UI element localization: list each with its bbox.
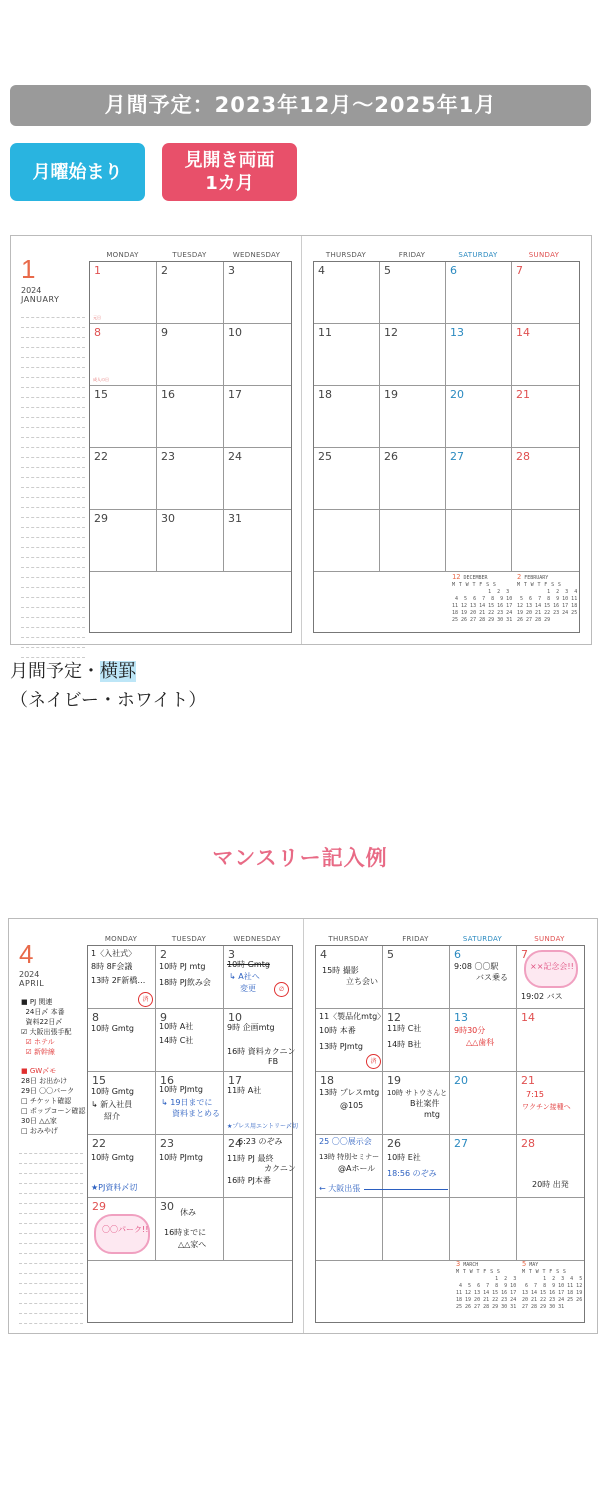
note: 11時 C社 [387, 1024, 422, 1033]
day-head-wednesday: WEDNESDAY [233, 935, 281, 943]
holiday-label: 元日 [93, 315, 101, 320]
day-head-tuesday: TUESDAY [171, 935, 207, 943]
note: 紹介 [104, 1112, 120, 1121]
date-cell: 28 [516, 450, 530, 463]
date-cell: 4 [318, 264, 325, 277]
mini-calendar-prev: 12 DECEMBER M T W T F S S 1 2 3 4 5 6 7 8 9 10 11 12 13 14 15 16 17 18 19 20 21 22 23 24 25 26 27 28 29 30 31 [452, 573, 513, 623]
mini-calendar-prev: 3 MARCH M T W T F S S 1 2 3 4 5 6 7 8 9 10 11 12 13 14 15 16 17 18 19 20 21 22 23 24 25 26 27 28 29 30 31 [456, 1260, 517, 1310]
side-notes-gw: ■ GW〆モ 28日 お出かけ 29日 〇〇パーク □ チケット確認 □ ポップコーン確認 30日 △△家 □ おみやげ [21, 1067, 86, 1135]
note: @105 [340, 1101, 364, 1110]
date-cell: 18 [320, 1074, 334, 1087]
holiday-label: 成人の日 [93, 377, 109, 382]
note: B社案件 [410, 1099, 440, 1108]
note: 19:02 バス [521, 992, 563, 1001]
date-cell: 9 [161, 326, 168, 339]
date-cell: 24 [228, 450, 242, 463]
date-cell: 2 [161, 264, 168, 277]
date-cell: 31 [228, 512, 242, 525]
date-cell: 22 [92, 1137, 106, 1150]
note: 1〈入社式〉 [91, 949, 137, 958]
note: 10時 E社 [387, 1153, 421, 1162]
day-head-friday: FRIDAY [402, 935, 429, 943]
date-cell: 19 [384, 388, 398, 401]
note: ワクチン接種へ [522, 1103, 571, 1111]
note: 13時 PJmtg [319, 1042, 363, 1051]
side-lines [21, 308, 85, 658]
day-head-wednesday: WEDNESDAY [232, 251, 281, 259]
date-cell: 6 [454, 948, 461, 961]
calendar-grid-right [313, 261, 580, 633]
note: 11〈製品化mtg〉 [319, 1012, 386, 1021]
month-name: APRIL [19, 979, 45, 988]
note: 休み [180, 1208, 196, 1217]
date-cell: 14 [516, 326, 530, 339]
date-cell: 15 [92, 1074, 106, 1087]
date-cell: 3 [228, 264, 235, 277]
day-head-thursday: THURSDAY [328, 935, 369, 943]
date-cell: 23 [161, 450, 175, 463]
note: 10時 A社 [159, 1022, 194, 1031]
date-cell: 21 [516, 388, 530, 401]
date-cell: 30 [160, 1200, 174, 1213]
date-cell: 4 [320, 948, 327, 961]
spread-tag: 見開き両面 1カ月 [162, 143, 297, 201]
date-cell: 7 [521, 948, 528, 961]
date-cell: 22 [94, 450, 108, 463]
date-cell: 8 [92, 1011, 99, 1024]
calendar-grid-left [89, 261, 292, 633]
date-cell: 1 [94, 264, 101, 277]
date-cell: 26 [387, 1137, 401, 1150]
day-head-saturday: SATURDAY [458, 251, 498, 259]
day-head-sunday: SUNDAY [528, 251, 560, 259]
note: 〇〇パーク!! [102, 1225, 149, 1234]
note: 6:23 のぞみ [238, 1137, 283, 1146]
date-cell: 13 [450, 326, 464, 339]
note: ★プレス用エントリー〆切 [227, 1123, 298, 1130]
note: 10時 本番 [319, 1026, 356, 1035]
note: 9時 企画mtg [227, 1023, 275, 1032]
note: 10時 PJmtg [159, 1085, 203, 1094]
day-head-thursday: THURSDAY [325, 251, 367, 259]
monday-start-tag: 月曜始まり [10, 143, 145, 201]
date-cell: 29 [94, 512, 108, 525]
date-cell: 6 [450, 264, 457, 277]
date-cell: 20 [450, 388, 464, 401]
date-cell: 26 [384, 450, 398, 463]
note: 13時 特別セミナー [319, 1153, 380, 1161]
date-cell: 8 [94, 326, 101, 339]
note: 7:15 [526, 1090, 544, 1099]
note: 10時 PJmtg [159, 1153, 203, 1162]
note: ↳ A社へ [229, 972, 260, 981]
note: ↳ 19日までに [161, 1098, 213, 1107]
date-cell: 5 [387, 948, 394, 961]
date-cell: 12 [384, 326, 398, 339]
note: @Aホール [338, 1164, 376, 1173]
date-cell: 16 [161, 388, 175, 401]
note: FB [268, 1057, 279, 1066]
stamp-icon: 済 [366, 1054, 381, 1069]
note: バス乗る [476, 973, 508, 982]
date-cell: 11 [318, 326, 332, 339]
mini-calendar-next: 2 FEBRUARY M T W T F S S 1 2 3 4 5 6 7 8 9 10 11 12 13 14 15 16 17 18 19 20 21 22 23 24 25 26 27 28 29 [517, 573, 578, 623]
range-banner: 月間予定：2023年12月～2025年1月 [10, 85, 591, 126]
note: mtg [424, 1110, 441, 1119]
note: 13時 2F新橋… [91, 976, 146, 985]
day-head-tuesday: TUESDAY [172, 251, 207, 259]
date-cell: 16 [160, 1074, 174, 1087]
date-cell: 28 [521, 1137, 535, 1150]
date-cell: 27 [450, 450, 464, 463]
month-name: JANUARY [21, 295, 60, 304]
trip-arrow [364, 1189, 448, 1190]
day-head-monday: MONDAY [106, 251, 139, 259]
date-cell: 15 [94, 388, 108, 401]
date-cell: 27 [454, 1137, 468, 1150]
note: 10時 Gmtg [91, 1087, 134, 1096]
note: 14時 C社 [159, 1036, 194, 1045]
left-page [9, 919, 304, 1333]
date-cell: 2 [160, 948, 167, 961]
day-head-monday: MONDAY [104, 935, 138, 943]
date-cell: 24 [228, 1137, 242, 1150]
note: 変更 [240, 984, 256, 993]
date-cell: 19 [387, 1074, 401, 1087]
note: 16時までに [164, 1228, 207, 1237]
month-number: 1 [21, 254, 36, 284]
month-year: 2024 [21, 286, 42, 295]
side-lines [19, 1144, 83, 1324]
note: 10時 Gmtg [91, 1153, 134, 1162]
date-cell: 21 [521, 1074, 535, 1087]
day-head-friday: FRIDAY [398, 251, 426, 259]
right-page [301, 236, 591, 644]
side-notes-pj: ■ PJ 関連 24日〆 本番 資料22日〆 ☑ 大阪出張手配 ☑ ホテル ☑ 新幹線 [21, 998, 72, 1056]
note: 立ち会い [346, 977, 378, 986]
note: ★PJ資料〆切 [91, 1183, 138, 1192]
note: 13時 プレスmtg [319, 1088, 380, 1097]
date-cell: 13 [454, 1011, 468, 1024]
date-cell: 20 [454, 1074, 468, 1087]
note: 11時 A社 [227, 1086, 262, 1095]
planner-blank [10, 235, 592, 645]
note: 14時 B社 [387, 1040, 422, 1049]
stamp-icon: 済 [138, 992, 153, 1007]
note: 9:08 〇〇駅 [454, 962, 499, 971]
date-cell: 17 [228, 388, 242, 401]
date-cell: 7 [516, 264, 523, 277]
note: 18時 PJ飲み会 [159, 978, 211, 987]
right-page [303, 919, 597, 1333]
note: 15時 撮影 [322, 966, 359, 975]
date-cell: 10 [228, 326, 242, 339]
note: 資料まとめる [172, 1109, 220, 1118]
note: 11時 PJ 最終 [227, 1154, 274, 1163]
date-cell: 5 [384, 264, 391, 277]
calendar-grid-left [87, 945, 298, 1323]
note: 25 〇〇展示会 [319, 1137, 372, 1146]
date-cell: 12 [387, 1011, 401, 1024]
month-year: 2024 [19, 970, 40, 979]
note: カクニン [264, 1164, 296, 1173]
example-title: マンスリー記入例 [212, 846, 388, 870]
month-number: 4 [19, 939, 34, 969]
stamp-icon: ∅ [274, 982, 289, 997]
note: 16時 資料カクニン [227, 1047, 296, 1056]
note: 10時 サトウさんと [387, 1089, 448, 1097]
date-cell: 10 [228, 1011, 242, 1024]
caption: 月間予定・横罫 （ネイビー・ホワイト） [10, 661, 207, 711]
left-page [11, 236, 302, 644]
day-head-sunday: SUNDAY [534, 935, 565, 943]
date-cell: 9 [160, 1011, 167, 1024]
note: ××記念会!! [530, 962, 574, 971]
date-cell: 25 [318, 450, 332, 463]
date-cell: 3 [228, 948, 235, 961]
calendar-grid-right [315, 945, 585, 1323]
note: 10時 Gmtg [91, 1024, 134, 1033]
note: 16時 PJ本番 [227, 1176, 271, 1185]
day-head-saturday: SATURDAY [462, 935, 503, 943]
note: 8時 8F会議 [91, 962, 133, 971]
note: 20時 出発 [532, 1180, 569, 1189]
date-cell: 23 [160, 1137, 174, 1150]
mini-calendar-next: 5 MAY M T W T F S S 1 2 3 4 5 6 7 8 9 10 11 12 13 14 15 16 17 18 19 20 21 22 23 24 25 26 27 28 29 30 31 [522, 1260, 583, 1310]
date-cell: 14 [521, 1011, 535, 1024]
note: △△家へ [178, 1240, 207, 1249]
note: 10時 PJ mtg [159, 962, 206, 971]
note: △△歯科 [466, 1038, 495, 1047]
note: 18:56 のぞみ [387, 1169, 437, 1178]
date-cell: 17 [228, 1074, 242, 1087]
note: ↳ 新入社員 [91, 1100, 133, 1109]
note: 9時30分 [454, 1026, 486, 1035]
date-cell: 30 [161, 512, 175, 525]
date-cell: 18 [318, 388, 332, 401]
note: 10時 Gmtg [227, 960, 270, 969]
date-cell: 29 [92, 1200, 106, 1213]
planner-example [8, 918, 598, 1334]
note: ← 大阪出張 [319, 1184, 361, 1193]
